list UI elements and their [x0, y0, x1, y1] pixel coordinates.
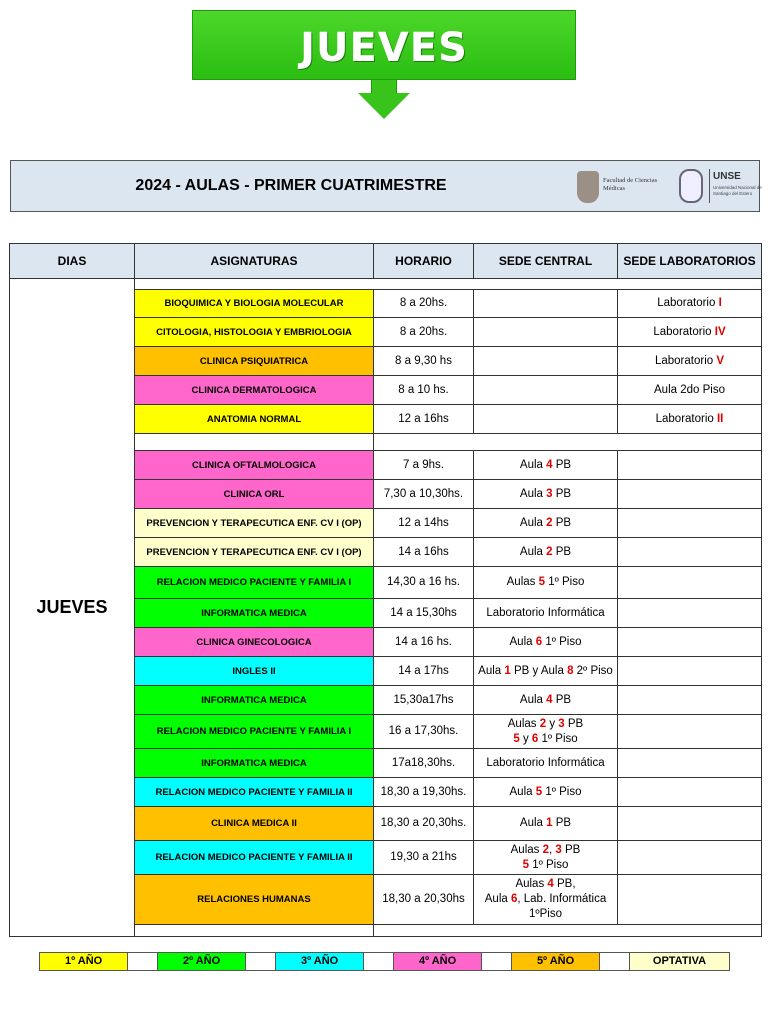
- day-banner: [192, 10, 576, 80]
- col-header-sede-central: SEDE CENTRAL: [474, 244, 618, 279]
- room-text: PB: [552, 487, 572, 500]
- sede-laboratorios-cell: [618, 509, 762, 538]
- horario-cell: 18,30 a 19,30hs.: [374, 778, 474, 807]
- room-number: 2: [539, 717, 547, 730]
- schedule-table: [9, 243, 762, 937]
- subject-cell: INGLES II: [135, 657, 374, 686]
- room-text: Aula: [519, 693, 547, 706]
- legend-item: 2º AÑO: [158, 953, 246, 970]
- subject-cell: RELACIONES HUMANAS: [135, 875, 374, 925]
- room-text: PB: [552, 458, 572, 471]
- schedule-header: [10, 160, 760, 212]
- room-text: Aulas: [506, 576, 539, 588]
- subject-cell: CLINICA GINECOLOGICA: [135, 628, 374, 657]
- room-number: I: [718, 297, 722, 309]
- horario-cell: 18,30 a 20,30hs.: [374, 807, 474, 841]
- horario-cell: 14,30 a 16 hs.: [374, 567, 474, 599]
- room-number: 5: [513, 732, 520, 745]
- room-text: Aula: [484, 893, 511, 905]
- sede-central-cell: [474, 807, 618, 841]
- fcm-logo-text: Facultad de Ciencias Médicas: [603, 177, 658, 192]
- sede-laboratorios-cell: [618, 686, 762, 715]
- room-number: 4: [546, 693, 553, 706]
- spacer-cell: [135, 279, 762, 290]
- sede-central-cell: [474, 451, 618, 480]
- room-text: Aula: [519, 458, 547, 471]
- room-text: Aula: [509, 635, 536, 648]
- horario-cell: 8 a 20hs.: [374, 318, 474, 347]
- horario-cell: 19,30 a 21hs: [374, 841, 474, 875]
- horario-cell: 7 a 9hs.: [374, 451, 474, 480]
- room-text: PB,: [553, 878, 576, 890]
- sede-laboratorios-cell: [618, 749, 762, 778]
- room-text: PB: [552, 545, 572, 558]
- unse-logo: [679, 167, 767, 207]
- room-number: 5: [522, 858, 530, 871]
- sede-laboratorios-cell: [618, 657, 762, 686]
- subject-cell: CLINICA DERMATOLOGICA: [135, 376, 374, 405]
- sede-central-cell: [474, 657, 618, 686]
- subject-cell: BIOQUIMICA Y BIOLOGIA MOLECULAR: [135, 290, 374, 318]
- subject-cell: RELACION MEDICO PACIENTE Y FAMILIA I: [135, 567, 374, 599]
- room-text: 1º Piso: [538, 732, 578, 745]
- legend-item: OPTATIVA: [630, 953, 729, 970]
- col-header-asignaturas: ASIGNATURAS: [135, 244, 374, 279]
- room-number: 8: [567, 664, 574, 677]
- horario-cell: 8 a 9,30 hs: [374, 347, 474, 376]
- legend-item: 4º AÑO: [394, 953, 482, 970]
- sede-central-cell: [474, 686, 618, 715]
- sede-central-cell: [474, 778, 618, 807]
- legend-item: 5º AÑO: [512, 953, 600, 970]
- room-number: II: [716, 412, 724, 425]
- room-text: 1º Piso: [529, 858, 569, 871]
- sede-central-cell: [474, 841, 618, 875]
- subject-cell: PREVENCION Y TERAPECUTICA ENF. CV I (OP): [135, 538, 374, 567]
- fcm-logo: [577, 169, 661, 205]
- unse-logo-subtitle: Universidad Nacional de Santiago del Estero: [713, 185, 762, 196]
- room-number: 6: [531, 732, 539, 745]
- sede-central-cell: [474, 347, 618, 376]
- logo-divider: [709, 169, 710, 203]
- sede-laboratorios-cell: [618, 480, 762, 509]
- horario-cell: 16 a 17,30hs.: [374, 715, 474, 749]
- room-number: 5: [538, 576, 545, 588]
- day-label: JUEVES: [10, 279, 135, 937]
- horario-cell: 14 a 17hs: [374, 657, 474, 686]
- room-number: 3: [546, 487, 553, 500]
- room-number: 2: [546, 545, 553, 558]
- subject-cell: CLINICA ORL: [135, 480, 374, 509]
- room-text: PB: [552, 817, 572, 829]
- sede-laboratorios-cell: [618, 376, 762, 405]
- subject-cell: INFORMATICA MEDICA: [135, 599, 374, 628]
- room-number: 3: [558, 717, 565, 730]
- legend-gap: [364, 953, 394, 970]
- subject-cell: CITOLOGIA, HISTOLOGIA Y EMBRIOLOGIA: [135, 318, 374, 347]
- arrow-head-icon: [358, 93, 410, 119]
- sede-central-cell: [474, 480, 618, 509]
- horario-cell: 14 a 16hs: [374, 538, 474, 567]
- sede-central-cell: [474, 376, 618, 405]
- sede-laboratorios-cell: [618, 875, 762, 925]
- room-number: 1: [504, 664, 511, 677]
- room-number: IV: [714, 325, 726, 338]
- room-number: 2: [542, 843, 550, 856]
- page-title: 2024 - AULAS - PRIMER CUATRIMESTRE: [135, 177, 447, 194]
- room-text: Laboratorio Informática: [486, 606, 605, 619]
- room-text: Laboratorio: [654, 354, 717, 367]
- legend-item: 3º AÑO: [276, 953, 364, 970]
- col-header-horario: HORARIO: [374, 244, 474, 279]
- horario-cell: 8 a 20hs.: [374, 290, 474, 318]
- room-text: Aulas: [515, 878, 548, 890]
- sede-central-cell: [474, 715, 618, 749]
- room-number: 2: [546, 516, 553, 529]
- room-text: PB: [552, 693, 572, 706]
- sede-laboratorios-cell: [618, 807, 762, 841]
- sede-laboratorios-cell: [618, 628, 762, 657]
- subject-cell: ANATOMIA NORMAL: [135, 405, 374, 434]
- horario-cell: 7,30 a 10,30hs.: [374, 480, 474, 509]
- unse-logo-name: UNSE: [713, 171, 741, 182]
- room-text: Laboratorio: [657, 297, 719, 309]
- room-text: 1º Piso: [542, 635, 582, 648]
- room-text: Aulas: [507, 717, 540, 730]
- horario-cell: 15,30a17hs: [374, 686, 474, 715]
- sede-laboratorios-cell: [618, 347, 762, 376]
- room-text: PB: [552, 516, 572, 529]
- room-text: y: [519, 732, 532, 745]
- subject-cell: CLINICA MEDICA II: [135, 807, 374, 841]
- spacer-row: [10, 279, 762, 290]
- gap-cell: [374, 434, 762, 451]
- room-text: Aula: [509, 785, 536, 798]
- sede-laboratorios-cell: [618, 567, 762, 599]
- sede-laboratorios-cell: [618, 778, 762, 807]
- sede-laboratorios-cell: [618, 599, 762, 628]
- room-text: PB y Aula: [510, 664, 568, 677]
- gap-cell: [135, 434, 374, 451]
- sede-central-cell: [474, 749, 618, 778]
- room-text: 1ºPiso: [529, 908, 562, 920]
- col-header-dias: DIAS: [10, 244, 135, 279]
- sede-central-cell: [474, 538, 618, 567]
- sede-laboratorios-cell: [618, 715, 762, 749]
- room-number: V: [716, 354, 725, 367]
- room-text: ,: [549, 843, 556, 856]
- sede-laboratorios-cell: [618, 405, 762, 434]
- room-text: Aula: [519, 545, 547, 558]
- horario-cell: 8 a 10 hs.: [374, 376, 474, 405]
- subject-cell: INFORMATICA MEDICA: [135, 749, 374, 778]
- room-text: Aula: [519, 516, 547, 529]
- room-number: 6: [535, 635, 543, 648]
- subject-cell: RELACION MEDICO PACIENTE Y FAMILIA II: [135, 841, 374, 875]
- sede-central-cell: [474, 290, 618, 318]
- table-header-row: [10, 244, 762, 279]
- legend-gap: [600, 953, 630, 970]
- horario-cell: 12 a 14hs: [374, 509, 474, 538]
- banner-title: JUEVES: [300, 25, 468, 71]
- room-number: 4: [546, 458, 553, 471]
- sede-central-cell: [474, 599, 618, 628]
- horario-cell: 18,30 a 20,30hs: [374, 875, 474, 925]
- sede-central-cell: [474, 405, 618, 434]
- legend-item: 1º AÑO: [40, 953, 128, 970]
- room-text: Aulas: [510, 843, 543, 856]
- unse-seal-icon: [679, 169, 703, 203]
- legend-gap: [246, 953, 276, 970]
- sede-laboratorios-cell: [618, 451, 762, 480]
- schedule-body: [10, 279, 762, 937]
- horario-cell: 14 a 15,30hs: [374, 599, 474, 628]
- year-legend: [39, 952, 730, 971]
- room-text: Aula 2do Piso: [654, 383, 725, 396]
- room-text: Laboratorio Informática: [486, 756, 605, 769]
- room-number: 6: [510, 893, 518, 905]
- sede-central-cell: [474, 875, 618, 925]
- room-number: 1: [546, 817, 553, 829]
- sede-laboratorios-cell: [618, 538, 762, 567]
- room-text: Laboratorio: [655, 412, 717, 425]
- room-number: 5: [535, 785, 543, 798]
- subject-cell: CLINICA OFTALMOLOGICA: [135, 451, 374, 480]
- sede-central-cell: [474, 509, 618, 538]
- room-text: , Lab. Informática: [517, 893, 607, 905]
- sede-central-cell: [474, 318, 618, 347]
- sede-central-cell: [474, 567, 618, 599]
- sede-central-cell: [474, 628, 618, 657]
- subject-cell: RELACION MEDICO PACIENTE Y FAMILIA I: [135, 715, 374, 749]
- sede-laboratorios-cell: [618, 290, 762, 318]
- room-text: Aula: [478, 664, 505, 677]
- horario-cell: 17a18,30hs.: [374, 749, 474, 778]
- room-text: Aula: [519, 487, 547, 500]
- horario-cell: 12 a 16hs: [374, 405, 474, 434]
- room-text: Laboratorio: [653, 325, 715, 338]
- room-number: 3: [555, 843, 562, 856]
- room-text: PB: [564, 717, 584, 730]
- subject-cell: INFORMATICA MEDICA: [135, 686, 374, 715]
- room-text: PB: [561, 843, 581, 856]
- fcm-seal-icon: [577, 171, 599, 203]
- col-header-sede-laboratorios: SEDE LABORATORIOS: [618, 244, 762, 279]
- room-number: 4: [547, 878, 554, 890]
- horario-cell: 14 a 16 hs.: [374, 628, 474, 657]
- room-text: 1º Piso: [545, 576, 585, 588]
- legend-gap: [128, 953, 158, 970]
- subject-cell: CLINICA PSIQUIATRICA: [135, 347, 374, 376]
- arrow-down-icon: [371, 80, 397, 94]
- subject-cell: RELACION MEDICO PACIENTE Y FAMILIA II: [135, 778, 374, 807]
- room-text: 1º Piso: [542, 785, 582, 798]
- gap-cell: [374, 925, 762, 937]
- sede-laboratorios-cell: [618, 318, 762, 347]
- subject-cell: PREVENCION Y TERAPECUTICA ENF. CV I (OP): [135, 509, 374, 538]
- sede-laboratorios-cell: [618, 841, 762, 875]
- legend-gap: [482, 953, 512, 970]
- room-text: 2º Piso: [573, 664, 613, 677]
- gap-cell: [135, 925, 374, 937]
- room-text: Aula: [519, 817, 547, 829]
- room-text: y: [546, 717, 559, 730]
